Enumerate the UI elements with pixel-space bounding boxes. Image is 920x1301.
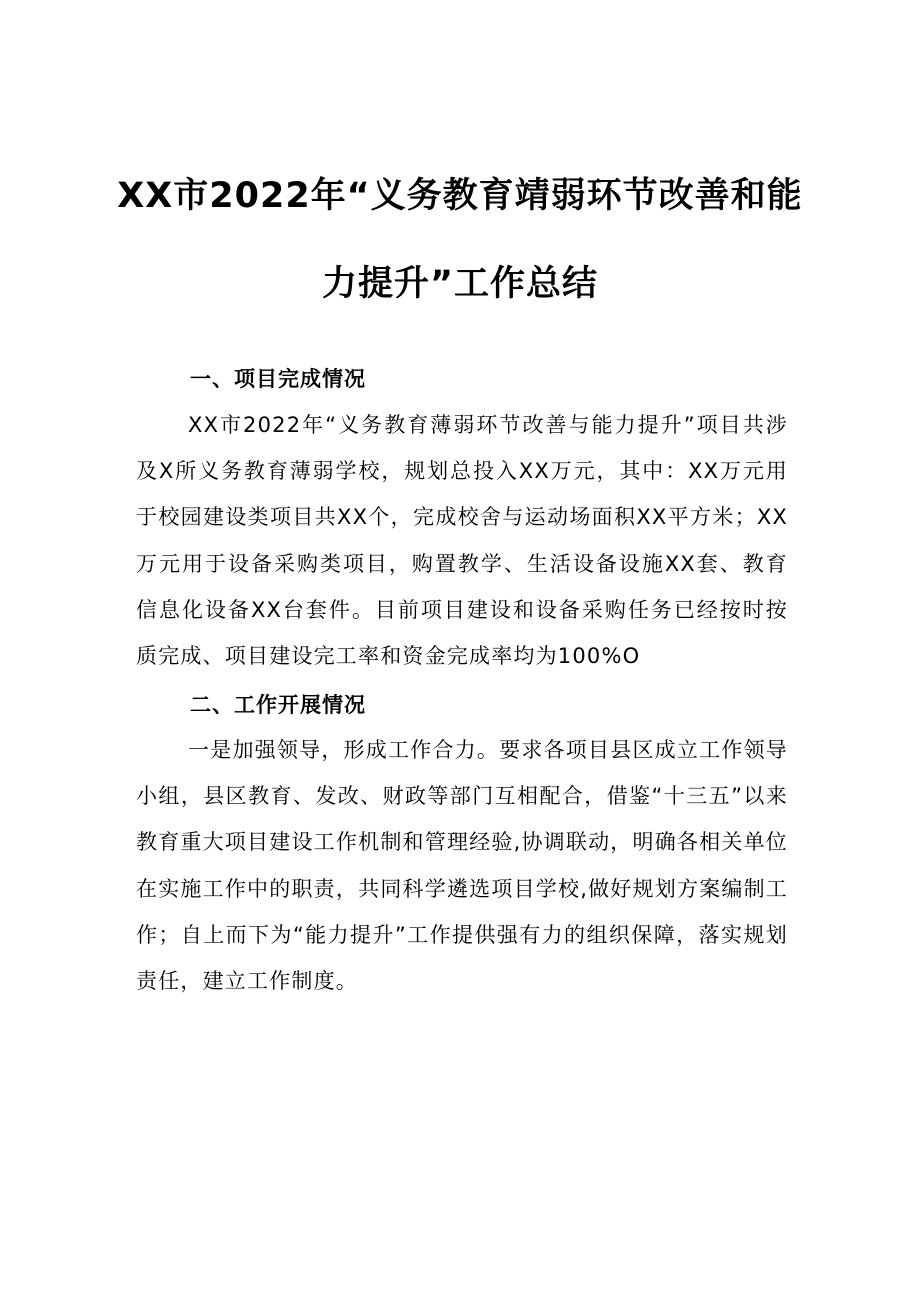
paragraph-project-completion: XX市2022年“义务教育薄弱环节改善与能力提升”项目共涉及X所义务教育薄弱学校，规划总投入XX万元，其中：XX万元用于校园建设类项目共XX个，完成校舍与运动场面积XX平方米；XX万元用于设备采购类项目，购置教学、生活设备设施XX套、教育信息化设备XX台套件。目前项目建设和设备采购任务已经按时按质完成、项目建设完工率和资金完成率均为100%O <box>136 413 788 669</box>
document-title-line-1: XX市2022年“义务教育靖弱环节改善和能 <box>117 176 803 216</box>
document-title-line-2: 力提升”工作总结 <box>321 264 598 304</box>
paragraph-work-progress: 一是加强领导，形成工作合力。要求各项目县区成立工作领导小组，县区教育、发改、财政等部门互相配合，借鉴“十三五”以来教育重大项目建设工作机制和管理经验,协调联动，明确各相关单位在实施工作中的职责，共同科学遴选项目学校,做好规划方案编制工作；自上而下为“能力提升”工作提供强有力的组织保障，落实规划责任，建立工作制度。 <box>136 738 788 994</box>
section-heading-project-completion: 一、项目完成情况 <box>190 367 366 391</box>
section-heading-work-progress: 二、工作开展情况 <box>190 693 366 717</box>
